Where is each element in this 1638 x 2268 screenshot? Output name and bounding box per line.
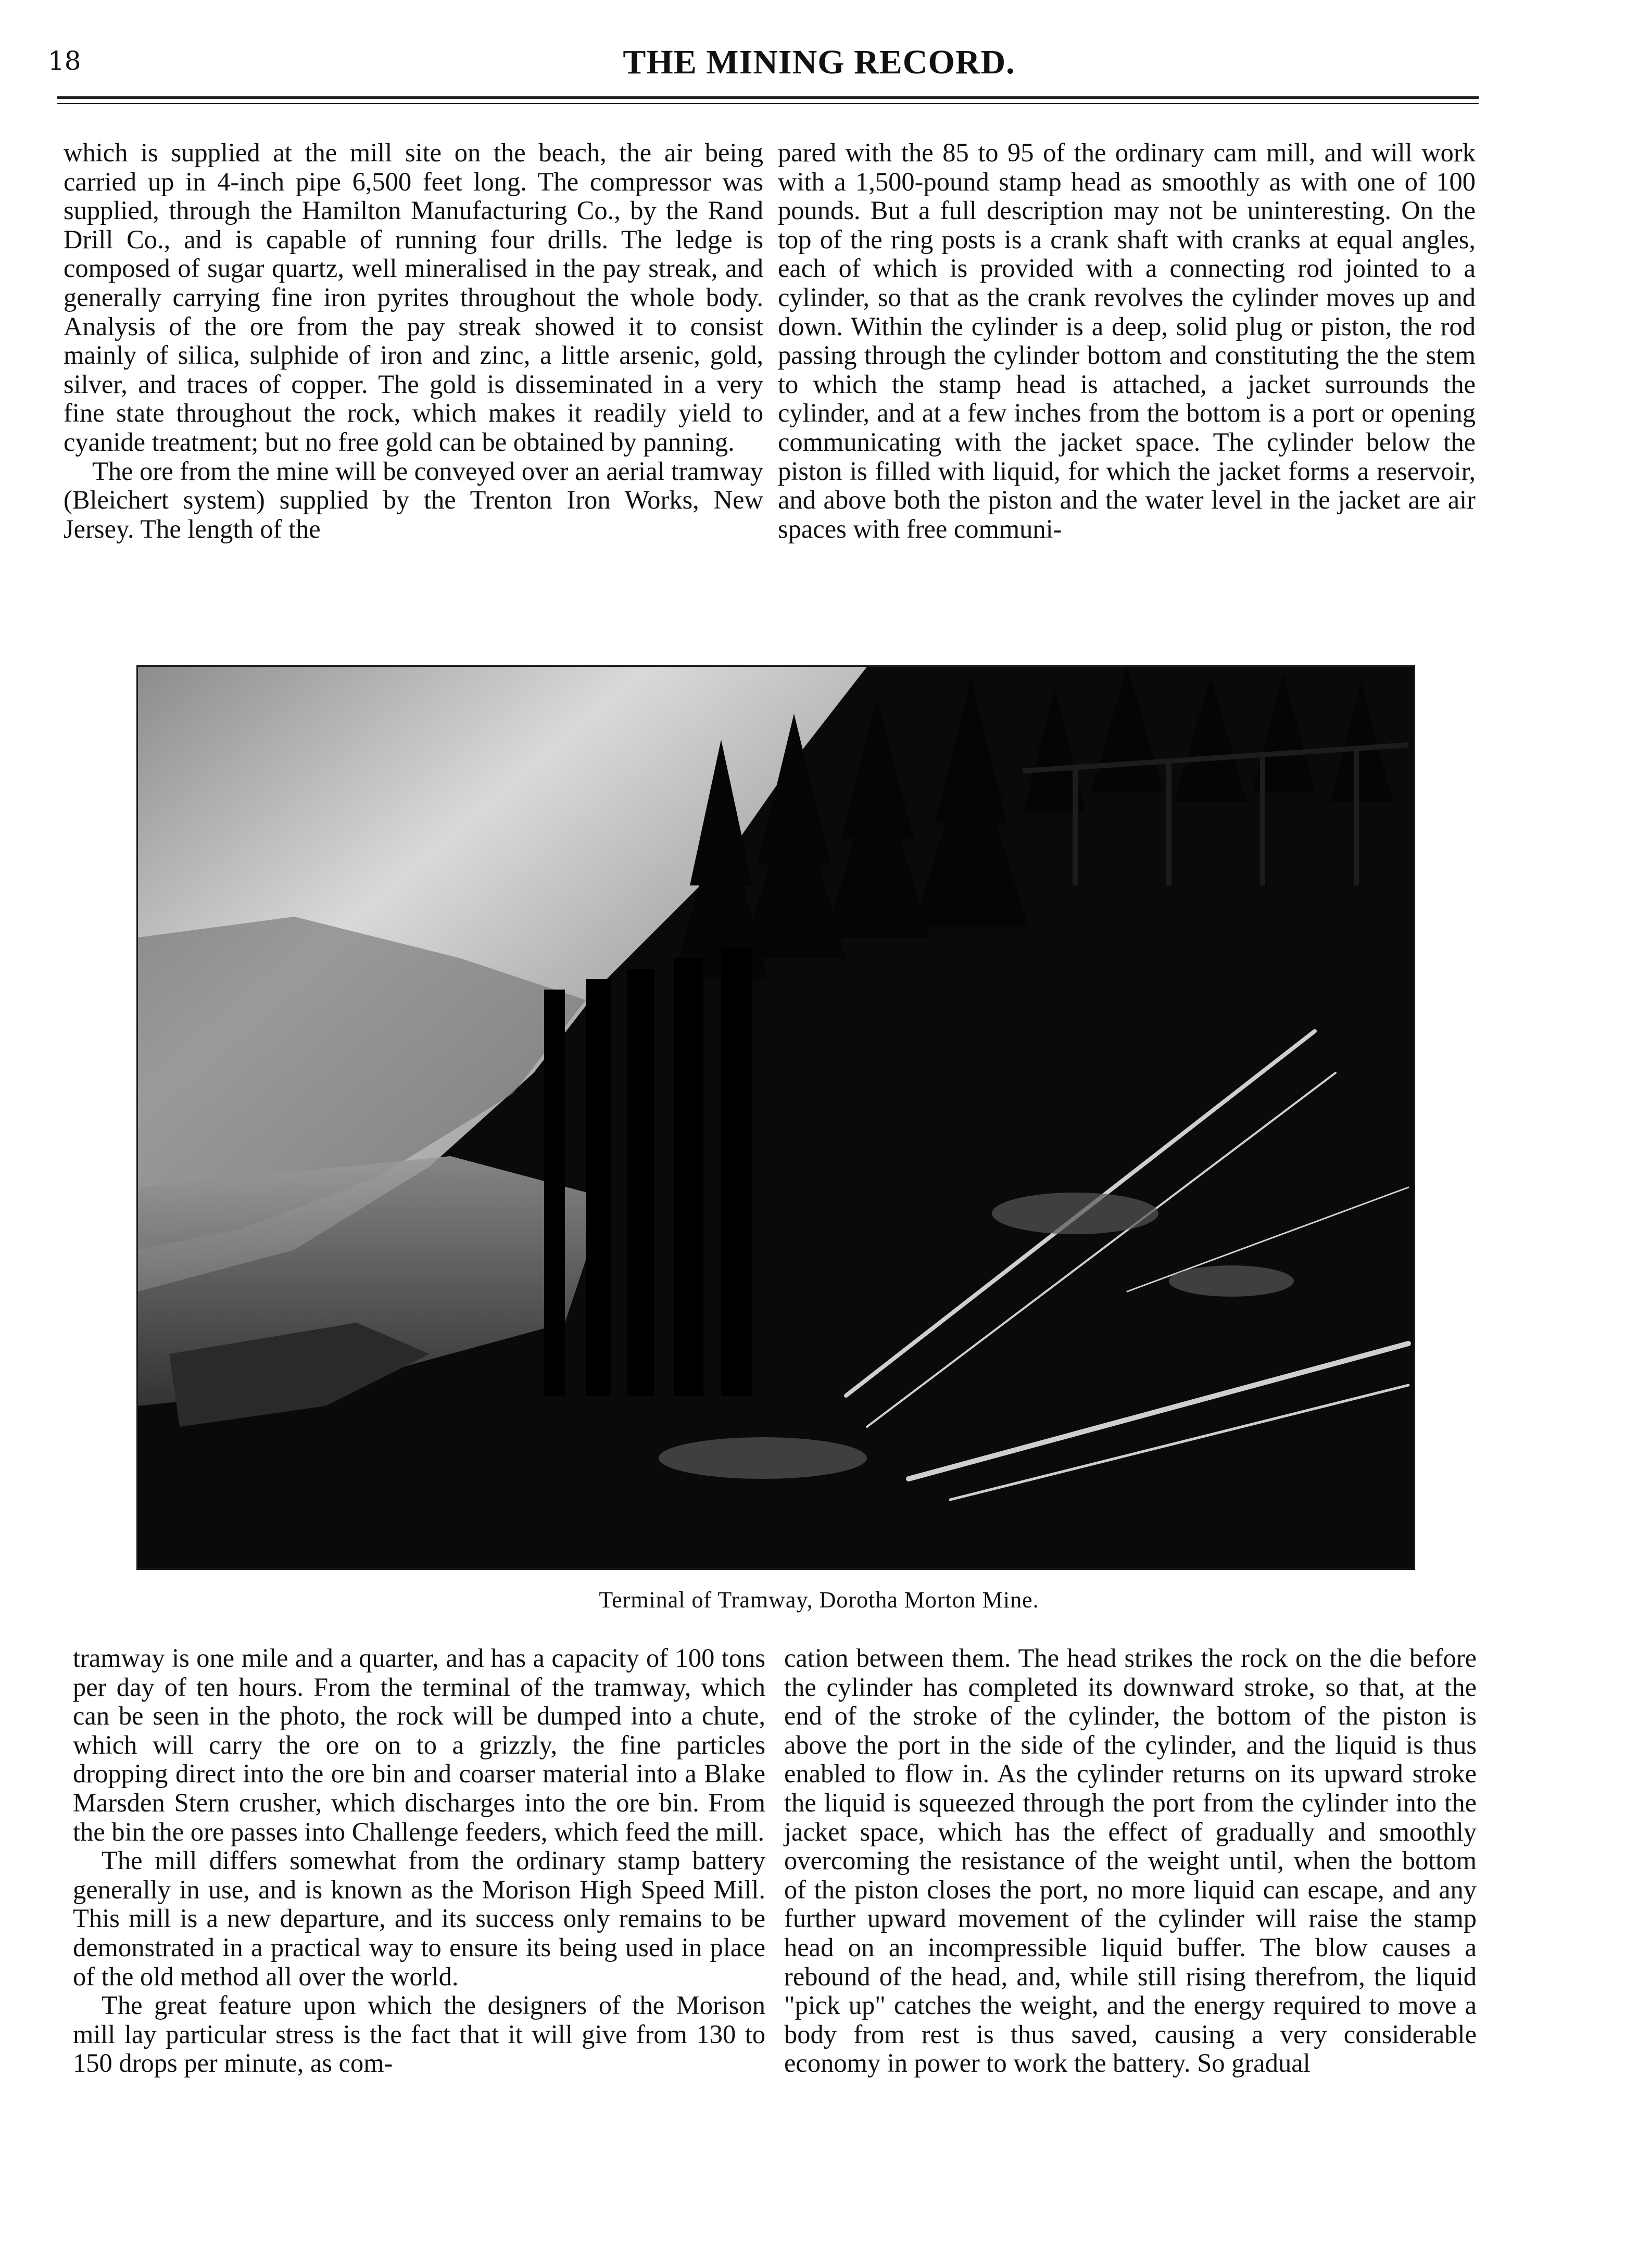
running-title: THE MINING RECORD. (623, 43, 1015, 81)
paragraph: cation between them. The head strikes the rock on the die before the cylinder has completed its downward stroke, so that, at the end of the stroke of the cylinder, the bottom of the piston is above the port in the side of the cylinder, and the liquid is thus enabled to flow in. As the cylinder returns on its upward stroke the liquid is squeezed through the port from the cylinder into the jacket space, which has the effect of gradually and smoothly overcoming the resistance of the weight until, when the bottom of the piston closes the port, no more liquid can escape, and any further upward movement of the cylinder will raise the stamp head on an incompressible liquid buffer. The blow causes a rebound of the head, and, while still rising therefrom, the liquid "pick up" catches the weight, and the energy required to move a body from rest is thus saved, causing a very considerable economy in power to work the battery. So gradual (784, 1643, 1477, 2078)
header-rule-thick (57, 96, 1479, 99)
page-number: 18 (48, 46, 81, 76)
tramway-photo-image (138, 667, 1414, 1568)
paragraph: pared with the 85 to 95 of the ordinary cam mill, and will work with a 1,500-pound stamp head as smoothly as with one of 100 pounds. But a full description may not be uninteresting. On the top of the ring posts is a crank shaft with cranks at equal angles, each of which is provided with a connecting rod jointed to a cylinder, so that as the crank revolves the cylinder moves up and down. Within the cylinder is a deep, solid plug or piston, the rod passing through the cylinder bottom and constituting the the stem to which the stamp head is attached, a jacket surrounds the cylinder, and at a few inches from the bottom is a port or opening communicating with the jacket space. The cylinder below the piston is filled with liquid, for which the jacket forms a reservoir, and above both the piston and the water level in the jacket are air spaces with free communi- (778, 138, 1476, 543)
paragraph: The mill differs somewhat from the ordinary stamp battery generally in use, and is known as the Morison High Speed Mill. This mill is a new departure, and its success only remains to be demonstrated in a practical way to ensure its being used in place of the old method all over the world. (73, 1846, 765, 1991)
lower-left-column (73, 1644, 765, 2078)
paragraph: tramway is one mile and a quarter, and has a capacity of 100 tons per day of ten hours. From the terminal of the tramway, which can be seen in the photo, the rock will be dumped into a chute, which will carry the ore on to a grizzly, the fine particles dropping direct into the ore bin and coarser material into a Blake Marsden Stern crusher, which discharges into the ore bin. From the bin the ore passes into Challenge feeders, which feed the mill. (73, 1643, 765, 1846)
figure-caption: Terminal of Tramway, Dorotha Morton Mine. (599, 1587, 1039, 1613)
paragraph: The ore from the mine will be conveyed over an aerial tramway (Bleichert system) supplied by the Trenton Iron Works, New Jersey. The length of the (64, 456, 763, 543)
paragraph: The great feature upon which the designers of the Morison mill lay particular stress is the fact that it will give from 130 to 150 drops per minute, as com- (73, 1991, 765, 2078)
tramway-photograph (136, 665, 1415, 1570)
lower-right-column (784, 1644, 1477, 2078)
upper-right-column (778, 138, 1476, 543)
upper-left-column (64, 138, 763, 543)
header-rule-thin (57, 103, 1479, 104)
paragraph: which is supplied at the mill site on the beach, the air being carried up in 4-inch pipe 6,500 feet long. The compressor was supplied, through the Hamilton Manufacturing Co., by the Rand Drill Co., and is capable of running four drills. The ledge is composed of sugar quartz, well mineralised in the pay streak, and generally carrying fine iron pyrites throughout the whole body. Analysis of the ore from the pay streak showed it to consist mainly of silica, sulphide of iron and zinc, a little arsenic, gold, silver, and traces of copper. The gold is disseminated in a very fine state throughout the rock, which makes it readily yield to cyanide treatment; but no free gold can be obtained by panning. (64, 138, 763, 457)
